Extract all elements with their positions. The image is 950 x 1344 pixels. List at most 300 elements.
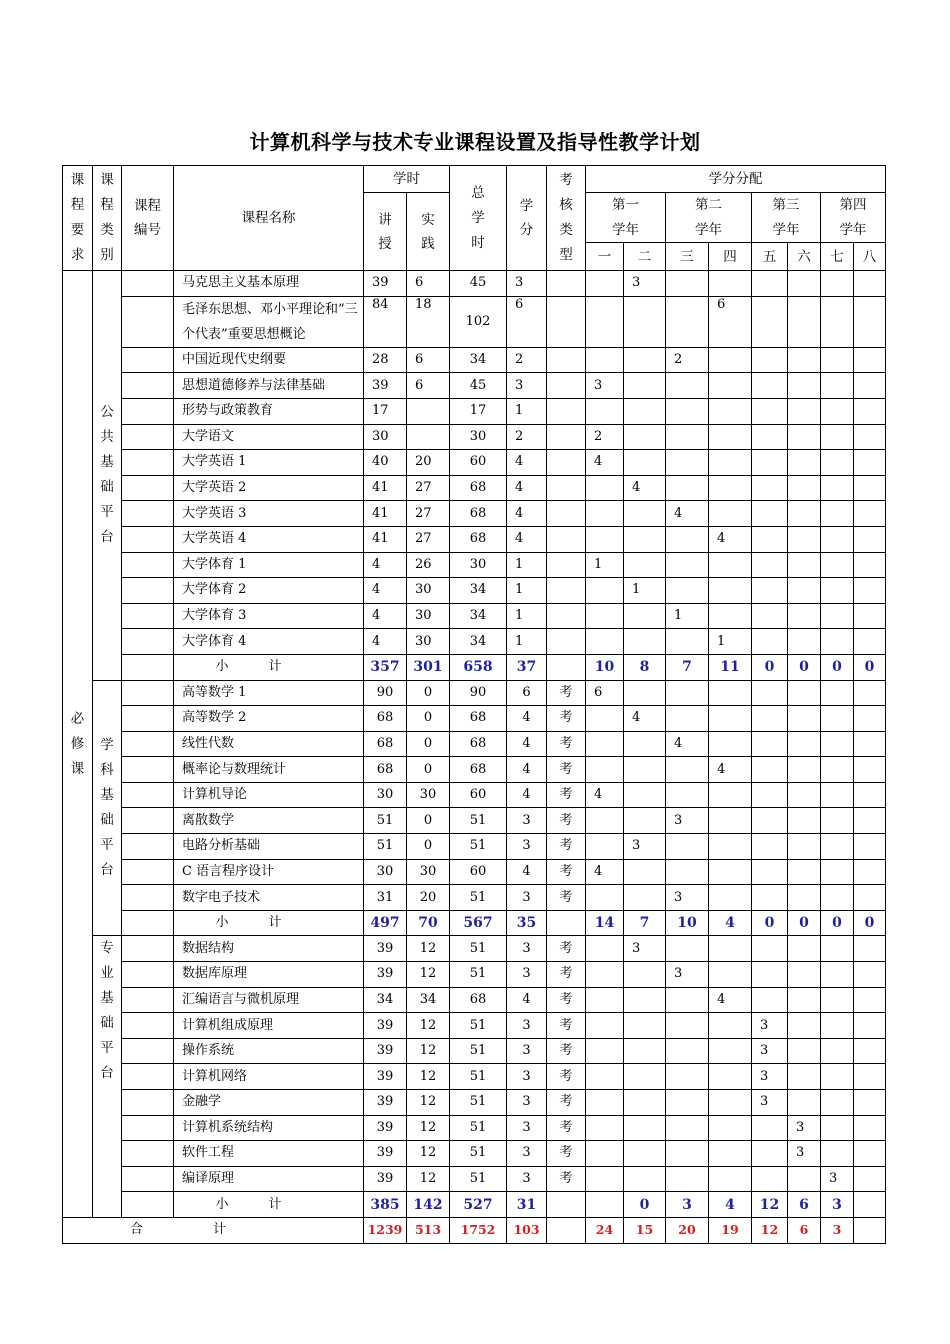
- term-credit-cell: [854, 450, 886, 476]
- subtotal-term-credit: 0: [752, 910, 788, 936]
- exam-type-cell: 考: [547, 1090, 586, 1116]
- exam-type-cell: [547, 398, 586, 424]
- term-credit-cell: [752, 501, 788, 527]
- term-credit-cell: [788, 1013, 821, 1039]
- term-credit-cell: 1: [624, 578, 666, 604]
- term-credit-cell: [624, 552, 666, 578]
- term-credit-cell: [666, 834, 709, 860]
- practice-hours-cell: 0: [407, 680, 450, 706]
- total-hours-cell: 51: [450, 1064, 507, 1090]
- practice-hours-cell: 20: [407, 885, 450, 911]
- term-credit-cell: [752, 782, 788, 808]
- term-credit-cell: 4: [624, 706, 666, 732]
- course-name-cell: 毛泽东思想、邓小平理论和“三个代表”重要思想概论: [174, 296, 364, 347]
- subtotal-term-credit: 6: [788, 1192, 821, 1218]
- term-credit-cell: [854, 526, 886, 552]
- term-credit-cell: [752, 859, 788, 885]
- table-row: [63, 757, 886, 783]
- term-credit-cell: [788, 1090, 821, 1116]
- term-credit-cell: 3: [752, 1013, 788, 1039]
- term-credit-cell: [586, 834, 624, 860]
- subtotal-term-credit: 0: [821, 910, 854, 936]
- term-credit-cell: [821, 987, 854, 1013]
- course-name-cell: 大学体育 3: [174, 603, 364, 629]
- practice-hours-cell: 12: [407, 1141, 450, 1167]
- term-credit-cell: 2: [666, 347, 709, 373]
- header-requirement: 课程要求: [63, 166, 93, 271]
- term-credit-cell: [821, 475, 854, 501]
- subtotal-label: 小计: [174, 910, 364, 936]
- practice-hours-cell: 34: [407, 987, 450, 1013]
- term-credit-cell: [854, 475, 886, 501]
- total-hours-cell: 60: [450, 450, 507, 476]
- header-year-4-label: 学年: [821, 218, 886, 243]
- credit-cell: 6: [507, 296, 547, 347]
- grand-total-term-credit: [854, 1217, 886, 1243]
- lecture-hours-cell: 30: [364, 424, 407, 450]
- term-credit-cell: 3: [752, 1090, 788, 1116]
- practice-hours-cell: 12: [407, 1115, 450, 1141]
- term-credit-cell: [788, 296, 821, 347]
- term-credit-cell: [624, 373, 666, 399]
- course-name-cell: 计算机系统结构: [174, 1115, 364, 1141]
- course-code-cell: [122, 910, 174, 936]
- header-term-6: 六: [788, 243, 821, 271]
- course-name-cell: 大学体育 2: [174, 578, 364, 604]
- term-credit-cell: 3: [666, 962, 709, 988]
- term-credit-cell: [821, 859, 854, 885]
- term-credit-cell: [752, 962, 788, 988]
- term-credit-cell: [821, 296, 854, 347]
- term-credit-cell: [709, 859, 752, 885]
- term-credit-cell: [752, 552, 788, 578]
- header-exam-type: 考核类型: [547, 166, 586, 271]
- term-credit-cell: [821, 603, 854, 629]
- lecture-hours-cell: 90: [364, 680, 407, 706]
- practice-hours-cell: 0: [407, 757, 450, 783]
- term-credit-cell: [752, 296, 788, 347]
- header-year-2: 第二: [666, 193, 752, 218]
- term-credit-cell: [586, 757, 624, 783]
- term-credit-cell: 6: [709, 296, 752, 347]
- table-row: [63, 1013, 886, 1039]
- term-credit-cell: [821, 629, 854, 655]
- exam-type-cell: [547, 373, 586, 399]
- course-code-cell: [122, 834, 174, 860]
- term-credit-cell: [854, 347, 886, 373]
- course-name-cell: 电路分析基础: [174, 834, 364, 860]
- practice-hours-cell: [407, 398, 450, 424]
- subtotal-term-credit: 14: [586, 910, 624, 936]
- term-credit-cell: [788, 936, 821, 962]
- credit-cell: 4: [507, 450, 547, 476]
- term-credit-cell: [709, 271, 752, 297]
- grand-total-lecture: 1239: [364, 1217, 407, 1243]
- term-credit-cell: [752, 987, 788, 1013]
- course-name-cell: 大学英语 3: [174, 501, 364, 527]
- course-code-cell: [122, 1064, 174, 1090]
- subtotal-exam: [547, 654, 586, 680]
- term-credit-cell: [752, 1141, 788, 1167]
- term-credit-cell: 3: [624, 834, 666, 860]
- lecture-hours-cell: 4: [364, 552, 407, 578]
- course-name-cell: 马克思主义基本原理: [174, 271, 364, 297]
- table-row: [63, 629, 886, 655]
- grand-total-exam: [547, 1217, 586, 1243]
- term-credit-cell: [821, 501, 854, 527]
- subtotal-term-credit: 0: [788, 910, 821, 936]
- category-cell: 公共基础平台: [93, 271, 122, 680]
- term-credit-cell: [666, 1013, 709, 1039]
- term-credit-cell: [854, 1038, 886, 1064]
- term-credit-cell: [586, 808, 624, 834]
- practice-hours-cell: 27: [407, 475, 450, 501]
- course-code-cell: [122, 1166, 174, 1192]
- term-credit-cell: [788, 987, 821, 1013]
- term-credit-cell: 3: [752, 1064, 788, 1090]
- term-credit-cell: [788, 526, 821, 552]
- term-credit-cell: [624, 859, 666, 885]
- term-credit-cell: [854, 731, 886, 757]
- exam-type-cell: 考: [547, 680, 586, 706]
- credit-cell: 4: [507, 526, 547, 552]
- term-credit-cell: [752, 680, 788, 706]
- lecture-hours-cell: 39: [364, 1013, 407, 1039]
- term-credit-cell: [666, 1115, 709, 1141]
- table-row: [63, 885, 886, 911]
- total-hours-cell: 51: [450, 1038, 507, 1064]
- lecture-hours-cell: 39: [364, 962, 407, 988]
- term-credit-cell: [624, 962, 666, 988]
- subtotal-term-credit: 7: [666, 654, 709, 680]
- table-row: [63, 373, 886, 399]
- term-credit-cell: [788, 731, 821, 757]
- course-code-cell: [122, 757, 174, 783]
- exam-type-cell: [547, 475, 586, 501]
- term-credit-cell: 1: [666, 603, 709, 629]
- term-credit-cell: [752, 1115, 788, 1141]
- total-hours-cell: 51: [450, 885, 507, 911]
- practice-hours-cell: 12: [407, 1166, 450, 1192]
- course-code-cell: [122, 475, 174, 501]
- lecture-hours-cell: 39: [364, 936, 407, 962]
- term-credit-cell: [752, 373, 788, 399]
- header-category: 课程类别: [93, 166, 122, 271]
- term-credit-cell: [854, 603, 886, 629]
- credit-cell: 1: [507, 552, 547, 578]
- term-credit-cell: [854, 552, 886, 578]
- term-credit-cell: [709, 347, 752, 373]
- term-credit-cell: 4: [709, 526, 752, 552]
- credit-cell: 3: [507, 1013, 547, 1039]
- table-row: [63, 731, 886, 757]
- header-year-1: 第一: [586, 193, 666, 218]
- course-code-cell: [122, 552, 174, 578]
- term-credit-cell: [752, 1166, 788, 1192]
- course-code-cell: [122, 424, 174, 450]
- term-credit-cell: [854, 808, 886, 834]
- credit-cell: 4: [507, 731, 547, 757]
- total-hours-cell: 68: [450, 526, 507, 552]
- course-name-cell: 计算机网络: [174, 1064, 364, 1090]
- credit-cell: 3: [507, 1090, 547, 1116]
- subtotal-credit: 37: [507, 654, 547, 680]
- term-credit-cell: [586, 987, 624, 1013]
- term-credit-cell: [821, 680, 854, 706]
- header-year-2-label: 学年: [666, 218, 752, 243]
- exam-type-cell: 考: [547, 1115, 586, 1141]
- term-credit-cell: [821, 757, 854, 783]
- table-row: [63, 526, 886, 552]
- practice-hours-cell: 30: [407, 782, 450, 808]
- practice-hours-cell: [407, 424, 450, 450]
- exam-type-cell: 考: [547, 706, 586, 732]
- term-credit-cell: [788, 501, 821, 527]
- term-credit-cell: [624, 1141, 666, 1167]
- term-credit-cell: [586, 1115, 624, 1141]
- total-hours-cell: 51: [450, 1090, 507, 1116]
- term-credit-cell: [752, 424, 788, 450]
- subtotal-term-credit: 10: [666, 910, 709, 936]
- term-credit-cell: [821, 962, 854, 988]
- grand-total-term-credit: 6: [788, 1217, 821, 1243]
- subtotal-total-hours: 527: [450, 1192, 507, 1218]
- lecture-hours-cell: 4: [364, 629, 407, 655]
- term-credit-cell: 1: [586, 552, 624, 578]
- lecture-hours-cell: 41: [364, 475, 407, 501]
- term-credit-cell: [586, 296, 624, 347]
- term-credit-cell: [666, 936, 709, 962]
- term-credit-cell: [586, 731, 624, 757]
- course-code-cell: [122, 296, 174, 347]
- header-term-7: 七: [821, 243, 854, 271]
- course-code-cell: [122, 603, 174, 629]
- table-row: [63, 578, 886, 604]
- term-credit-cell: [821, 1013, 854, 1039]
- table-row: [63, 398, 886, 424]
- practice-hours-cell: 6: [407, 347, 450, 373]
- term-credit-cell: [624, 603, 666, 629]
- exam-type-cell: [547, 629, 586, 655]
- term-credit-cell: [666, 1090, 709, 1116]
- subtotal-term-credit: 11: [709, 654, 752, 680]
- term-credit-cell: [709, 834, 752, 860]
- subtotal-term-credit: 7: [624, 910, 666, 936]
- term-credit-cell: 3: [788, 1115, 821, 1141]
- term-credit-cell: [821, 271, 854, 297]
- total-hours-cell: 60: [450, 782, 507, 808]
- course-name-cell: 汇编语言与微机原理: [174, 987, 364, 1013]
- term-credit-cell: [821, 398, 854, 424]
- table-row: [63, 987, 886, 1013]
- grand-total-term-credit: 12: [752, 1217, 788, 1243]
- total-hours-cell: 51: [450, 808, 507, 834]
- term-credit-cell: [854, 1115, 886, 1141]
- header-term-2: 二: [624, 243, 666, 271]
- table-row: [63, 424, 886, 450]
- practice-hours-cell: 20: [407, 450, 450, 476]
- term-credit-cell: [709, 398, 752, 424]
- lecture-hours-cell: 68: [364, 706, 407, 732]
- credit-cell: 2: [507, 347, 547, 373]
- total-hours-cell: 34: [450, 578, 507, 604]
- lecture-hours-cell: 39: [364, 373, 407, 399]
- header-year-4: 第四: [821, 193, 886, 218]
- header-year-1-label: 学年: [586, 218, 666, 243]
- total-hours-cell: 51: [450, 1013, 507, 1039]
- term-credit-cell: [752, 578, 788, 604]
- credit-cell: 1: [507, 603, 547, 629]
- term-credit-cell: [788, 603, 821, 629]
- course-code-cell: [122, 578, 174, 604]
- practice-hours-cell: 30: [407, 859, 450, 885]
- term-credit-cell: [624, 1090, 666, 1116]
- term-credit-cell: [821, 782, 854, 808]
- credit-cell: 1: [507, 398, 547, 424]
- term-credit-cell: 3: [624, 271, 666, 297]
- term-credit-cell: [788, 424, 821, 450]
- lecture-hours-cell: 68: [364, 757, 407, 783]
- subtotal-credit: 35: [507, 910, 547, 936]
- subtotal-practice: 70: [407, 910, 450, 936]
- term-credit-cell: [752, 271, 788, 297]
- term-credit-cell: [624, 1064, 666, 1090]
- term-credit-cell: [624, 885, 666, 911]
- course-code-cell: [122, 987, 174, 1013]
- credit-cell: 3: [507, 271, 547, 297]
- total-hours-cell: 34: [450, 603, 507, 629]
- grand-total-row: [63, 1217, 886, 1243]
- term-credit-cell: [752, 450, 788, 476]
- credit-cell: 3: [507, 1115, 547, 1141]
- course-code-cell: [122, 859, 174, 885]
- term-credit-cell: [624, 1013, 666, 1039]
- term-credit-cell: [854, 373, 886, 399]
- term-credit-cell: [709, 706, 752, 732]
- term-credit-cell: [586, 501, 624, 527]
- term-credit-cell: [788, 475, 821, 501]
- term-credit-cell: [821, 424, 854, 450]
- grand-total-credit: 103: [507, 1217, 547, 1243]
- exam-type-cell: [547, 450, 586, 476]
- total-hours-cell: 34: [450, 347, 507, 373]
- header-total-hours: 总学时: [450, 166, 507, 271]
- term-credit-cell: [709, 578, 752, 604]
- term-credit-cell: [821, 706, 854, 732]
- term-credit-cell: [586, 578, 624, 604]
- term-credit-cell: [854, 1141, 886, 1167]
- table-row: [63, 680, 886, 706]
- course-name-cell: 操作系统: [174, 1038, 364, 1064]
- term-credit-cell: [586, 475, 624, 501]
- lecture-hours-cell: 39: [364, 1166, 407, 1192]
- exam-type-cell: 考: [547, 782, 586, 808]
- table-row: [63, 706, 886, 732]
- term-credit-cell: [821, 885, 854, 911]
- exam-type-cell: 考: [547, 1064, 586, 1090]
- course-name-cell: 大学体育 1: [174, 552, 364, 578]
- subtotal-credit: 31: [507, 1192, 547, 1218]
- term-credit-cell: [666, 296, 709, 347]
- grand-total-term-credit: 15: [624, 1217, 666, 1243]
- term-credit-cell: [586, 936, 624, 962]
- term-credit-cell: [586, 1038, 624, 1064]
- header-term-8: 八: [854, 243, 886, 271]
- term-credit-cell: [666, 552, 709, 578]
- term-credit-cell: [821, 373, 854, 399]
- term-credit-cell: [624, 424, 666, 450]
- lecture-hours-cell: 4: [364, 603, 407, 629]
- term-credit-cell: [666, 398, 709, 424]
- credit-cell: 3: [507, 834, 547, 860]
- term-credit-cell: [624, 987, 666, 1013]
- term-credit-cell: [821, 450, 854, 476]
- term-credit-cell: [709, 1038, 752, 1064]
- term-credit-cell: [666, 373, 709, 399]
- practice-hours-cell: 12: [407, 962, 450, 988]
- term-credit-cell: [709, 1013, 752, 1039]
- subtotal-label: 小计: [174, 654, 364, 680]
- term-credit-cell: [788, 834, 821, 860]
- grand-total-term-credit: 24: [586, 1217, 624, 1243]
- term-credit-cell: [854, 834, 886, 860]
- term-credit-cell: [821, 1115, 854, 1141]
- practice-hours-cell: 30: [407, 578, 450, 604]
- term-credit-cell: [666, 1166, 709, 1192]
- term-credit-cell: [854, 398, 886, 424]
- lecture-hours-cell: 51: [364, 834, 407, 860]
- category-cell: 专业基础平台: [93, 936, 122, 1218]
- lecture-hours-cell: 31: [364, 885, 407, 911]
- practice-hours-cell: 6: [407, 271, 450, 297]
- credit-cell: 3: [507, 1038, 547, 1064]
- term-credit-cell: [624, 526, 666, 552]
- term-credit-cell: [752, 398, 788, 424]
- subtotal-term-credit: 4: [709, 910, 752, 936]
- credit-cell: 4: [507, 757, 547, 783]
- exam-type-cell: [547, 578, 586, 604]
- course-code-cell: [122, 347, 174, 373]
- term-credit-cell: 3: [666, 885, 709, 911]
- course-code-cell: [122, 1141, 174, 1167]
- total-hours-cell: 51: [450, 936, 507, 962]
- term-credit-cell: [666, 859, 709, 885]
- term-credit-cell: [586, 271, 624, 297]
- course-name-cell: 概率论与数理统计: [174, 757, 364, 783]
- course-code-cell: [122, 1115, 174, 1141]
- credit-cell: 2: [507, 424, 547, 450]
- credit-cell: 4: [507, 782, 547, 808]
- term-credit-cell: [854, 680, 886, 706]
- term-credit-cell: [709, 475, 752, 501]
- subtotal-lecture: 497: [364, 910, 407, 936]
- term-credit-cell: [854, 271, 886, 297]
- table-row: [63, 603, 886, 629]
- total-hours-cell: 51: [450, 1141, 507, 1167]
- course-code-cell: [122, 731, 174, 757]
- grand-total-term-credit: 3: [821, 1217, 854, 1243]
- header-term-3: 三: [666, 243, 709, 271]
- table-row: [63, 1038, 886, 1064]
- course-code-cell: [122, 808, 174, 834]
- practice-hours-cell: 12: [407, 1090, 450, 1116]
- credit-cell: 4: [507, 706, 547, 732]
- term-credit-cell: 3: [788, 1141, 821, 1167]
- lecture-hours-cell: 68: [364, 731, 407, 757]
- term-credit-cell: [854, 885, 886, 911]
- term-credit-cell: [788, 578, 821, 604]
- term-credit-cell: 6: [586, 680, 624, 706]
